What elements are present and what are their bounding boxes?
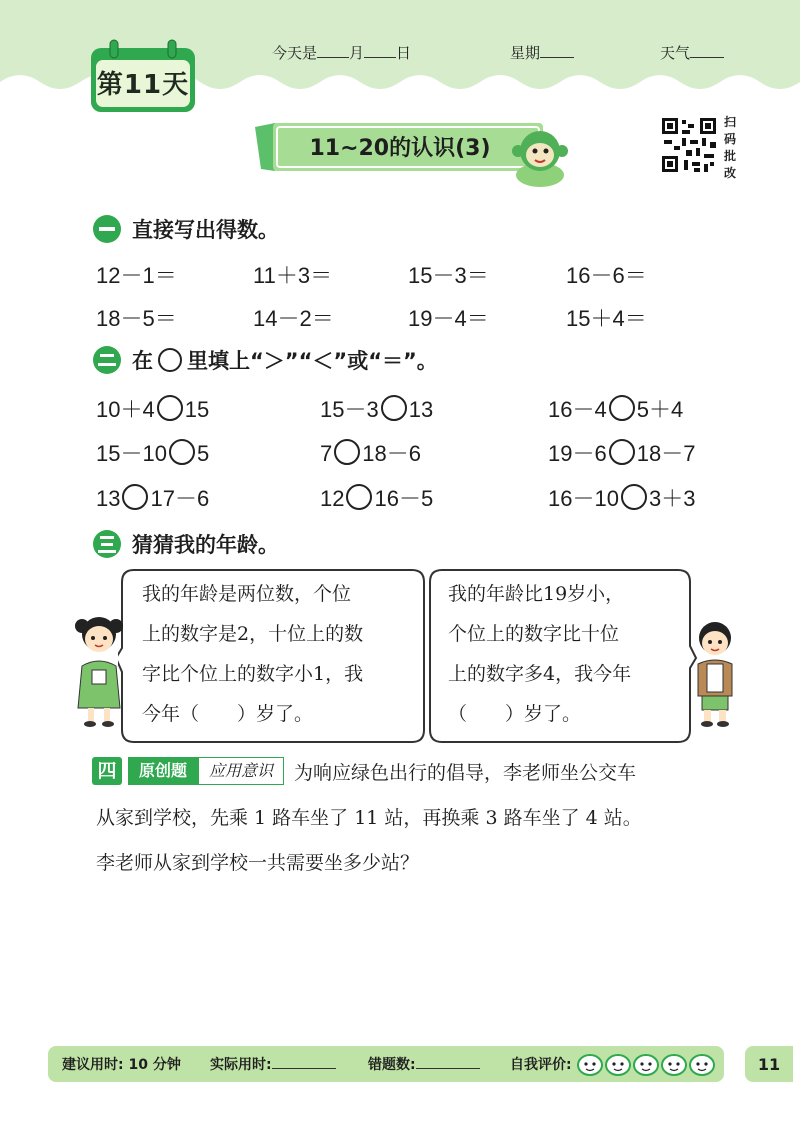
left-expr: 16－4	[548, 397, 607, 422]
self-rating[interactable]	[576, 1047, 716, 1079]
problem-line: 李老师从家到学校一共需要坐多少站？	[96, 852, 420, 874]
error-count[interactable]	[368, 1054, 480, 1074]
date-prefix: 今天是	[272, 44, 318, 62]
smiley-rating-icon	[578, 1055, 602, 1075]
compare-item	[320, 393, 433, 424]
bubble-line: 我的年龄是两位数，个位	[142, 583, 352, 605]
lesson-title: 11~20的认识(3)	[309, 136, 491, 161]
self-eval-label: 自我评价:	[510, 1057, 572, 1073]
section-4-badge: 四	[92, 757, 122, 785]
section-3-badge-icon	[92, 529, 122, 559]
error-count-label: 错题数:	[368, 1057, 416, 1073]
answer-circle[interactable]	[334, 439, 360, 465]
scan-char: 改	[724, 166, 737, 180]
section-2-title-a: 在	[132, 349, 153, 373]
bubble-line: 今年（ ）岁了。	[142, 703, 314, 725]
month-label: 月	[349, 44, 365, 62]
compare-item	[96, 482, 209, 513]
actual-time[interactable]	[210, 1054, 336, 1074]
equation: 15－3＝	[408, 263, 489, 288]
scan-to-grade-label	[724, 114, 740, 182]
equation: 11＋3＝	[253, 263, 333, 288]
equation: 16－6＝	[566, 263, 647, 288]
boy-figure-icon	[690, 618, 740, 730]
answer-circle[interactable]	[157, 395, 183, 421]
weekday-label: 星期	[510, 44, 541, 62]
compare-item	[96, 437, 209, 468]
day-blank[interactable]	[364, 43, 396, 58]
left-expr: 15－10	[96, 441, 167, 466]
weekday-field[interactable]	[510, 42, 574, 63]
right-expr: 5	[196, 441, 210, 466]
application-tag: 应用意识	[198, 757, 284, 785]
equation: 14－2＝	[253, 306, 334, 331]
compare-item	[96, 393, 209, 424]
bubble-line: （ ）岁了。	[448, 703, 582, 725]
equation: 18－5＝	[96, 306, 177, 331]
error-count-blank[interactable]	[416, 1056, 480, 1069]
left-expr: 7	[320, 441, 333, 466]
answer-circle[interactable]	[381, 395, 407, 421]
right-expr: 13	[408, 397, 434, 422]
smiley-rating-icon	[634, 1055, 658, 1075]
circle-icon	[158, 348, 182, 372]
girl-figure-icon	[72, 608, 126, 728]
right-expr: 17－6	[150, 486, 210, 511]
weather-blank[interactable]	[690, 43, 724, 58]
problem-line: 从家到学校，先乘 1 路车坐了 11 站，再换乘 3 路车坐了 4 站。	[96, 807, 642, 829]
left-expr: 10＋4	[96, 397, 155, 422]
equation: 19－4＝	[408, 306, 489, 331]
bubble-line: 上的数字多4，我今年	[448, 663, 632, 685]
weekday-blank[interactable]	[540, 43, 574, 58]
actual-time-blank[interactable]	[272, 1056, 336, 1069]
suggested-time: 建议用时: 10 分钟	[62, 1057, 181, 1073]
smiley-rating-icon	[606, 1055, 630, 1075]
scan-char: 码	[724, 132, 737, 146]
scan-char: 批	[724, 149, 737, 163]
month-blank[interactable]	[317, 43, 349, 58]
left-expr: 16－10	[548, 486, 619, 511]
problem-line: 为响应绿色出行的倡导，李老师坐公交车	[294, 762, 637, 784]
left-expr: 13	[96, 486, 121, 511]
answer-circle[interactable]	[621, 484, 647, 510]
scan-char: 扫	[724, 115, 737, 129]
original-tag: 原创题	[128, 757, 198, 785]
section-2-title-b: 里填上“＞”“＜”或“＝”。	[187, 349, 438, 373]
left-expr: 19－6	[548, 441, 607, 466]
day-label: 第11天	[96, 70, 190, 100]
answer-circle[interactable]	[609, 439, 635, 465]
actual-time-label: 实际用时:	[210, 1057, 272, 1073]
day-label-text: 日	[396, 44, 412, 62]
page-number: 11	[757, 1055, 781, 1074]
answer-circle[interactable]	[169, 439, 195, 465]
right-expr: 18－7	[636, 441, 696, 466]
equation: 12－1＝	[96, 263, 177, 288]
bubble-line: 个位上的数字比十位	[448, 623, 620, 645]
weather-label: 天气	[660, 44, 691, 62]
left-expr: 12	[320, 486, 345, 511]
answer-circle[interactable]	[346, 484, 372, 510]
bubble-line: 上的数字是2，十位上的数	[142, 623, 364, 645]
right-expr: 15	[184, 397, 210, 422]
compare-item	[320, 482, 433, 513]
equation: 15＋4＝	[566, 306, 647, 331]
right-expr: 16－5	[374, 486, 434, 511]
section-2-badge-icon	[92, 345, 122, 375]
smiley-rating-icon	[662, 1055, 686, 1075]
compare-item	[548, 437, 695, 468]
right-expr: 3＋3	[648, 486, 696, 511]
right-expr: 18－6	[362, 441, 421, 466]
smiley-rating-icon	[690, 1055, 714, 1075]
section-1-badge-icon	[92, 214, 122, 244]
qr-code-icon[interactable]	[660, 116, 718, 174]
section-2-title	[132, 345, 438, 375]
left-expr: 15－3	[320, 397, 379, 422]
section-1-title: 直接写出得数。	[132, 218, 279, 242]
bubble-left-text	[142, 574, 424, 734]
date-field[interactable]	[272, 42, 411, 63]
compare-item	[320, 437, 421, 468]
bubble-right-text	[448, 574, 688, 734]
compare-item	[548, 482, 695, 513]
bubble-line: 字比个位上的数字小1，我	[142, 663, 364, 685]
weather-field[interactable]	[660, 42, 724, 63]
answer-circle[interactable]	[122, 484, 148, 510]
bubble-line: 我的年龄比19岁小，	[448, 583, 625, 605]
section-3-title: 猜猜我的年龄。	[132, 533, 279, 557]
right-expr: 5＋4	[636, 397, 684, 422]
compare-item	[548, 393, 683, 424]
answer-circle[interactable]	[609, 395, 635, 421]
